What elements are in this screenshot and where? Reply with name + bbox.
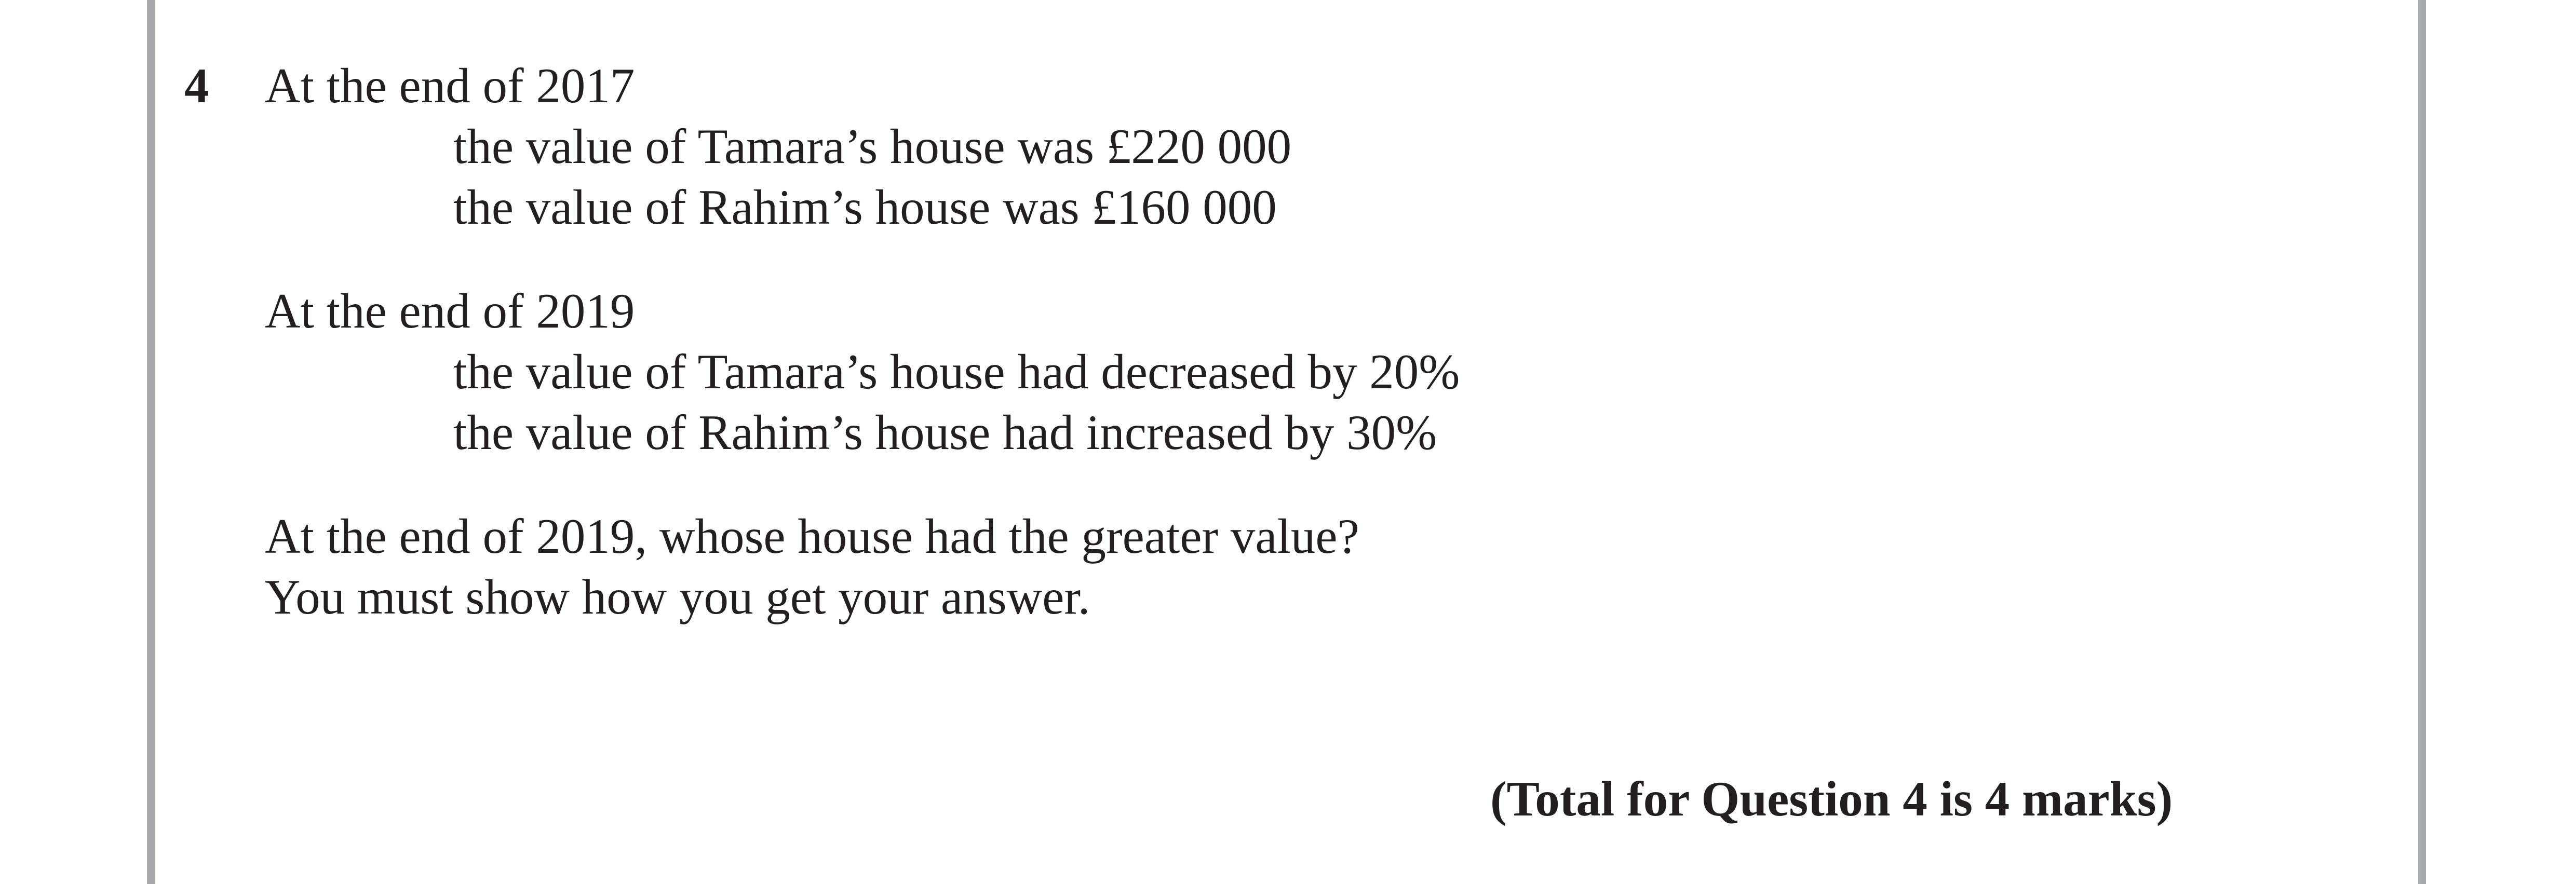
question-prompt: At the end of 2019, whose house had the greater value? — [265, 509, 1359, 564]
block1-intro: At the end of 2017 — [265, 58, 635, 113]
right-margin-line — [2418, 0, 2426, 884]
total-marks: (Total for Question 4 is 4 marks) — [1490, 771, 2173, 826]
left-margin-line — [147, 0, 155, 884]
block2-line-tamara: the value of Tamara’s house had decreased by 20% — [453, 344, 1460, 399]
question-number: 4 — [184, 58, 209, 113]
block1-line-rahim: the value of Rahim’s house was £160 000 — [453, 180, 1277, 235]
show-working-instruction: You must show how you get your answer. — [265, 569, 1090, 624]
block2-intro: At the end of 2019 — [265, 283, 635, 338]
block1-line-tamara: the value of Tamara’s house was £220 000 — [453, 119, 1292, 174]
block2-line-rahim: the value of Rahim’s house had increased by 30% — [453, 405, 1437, 460]
